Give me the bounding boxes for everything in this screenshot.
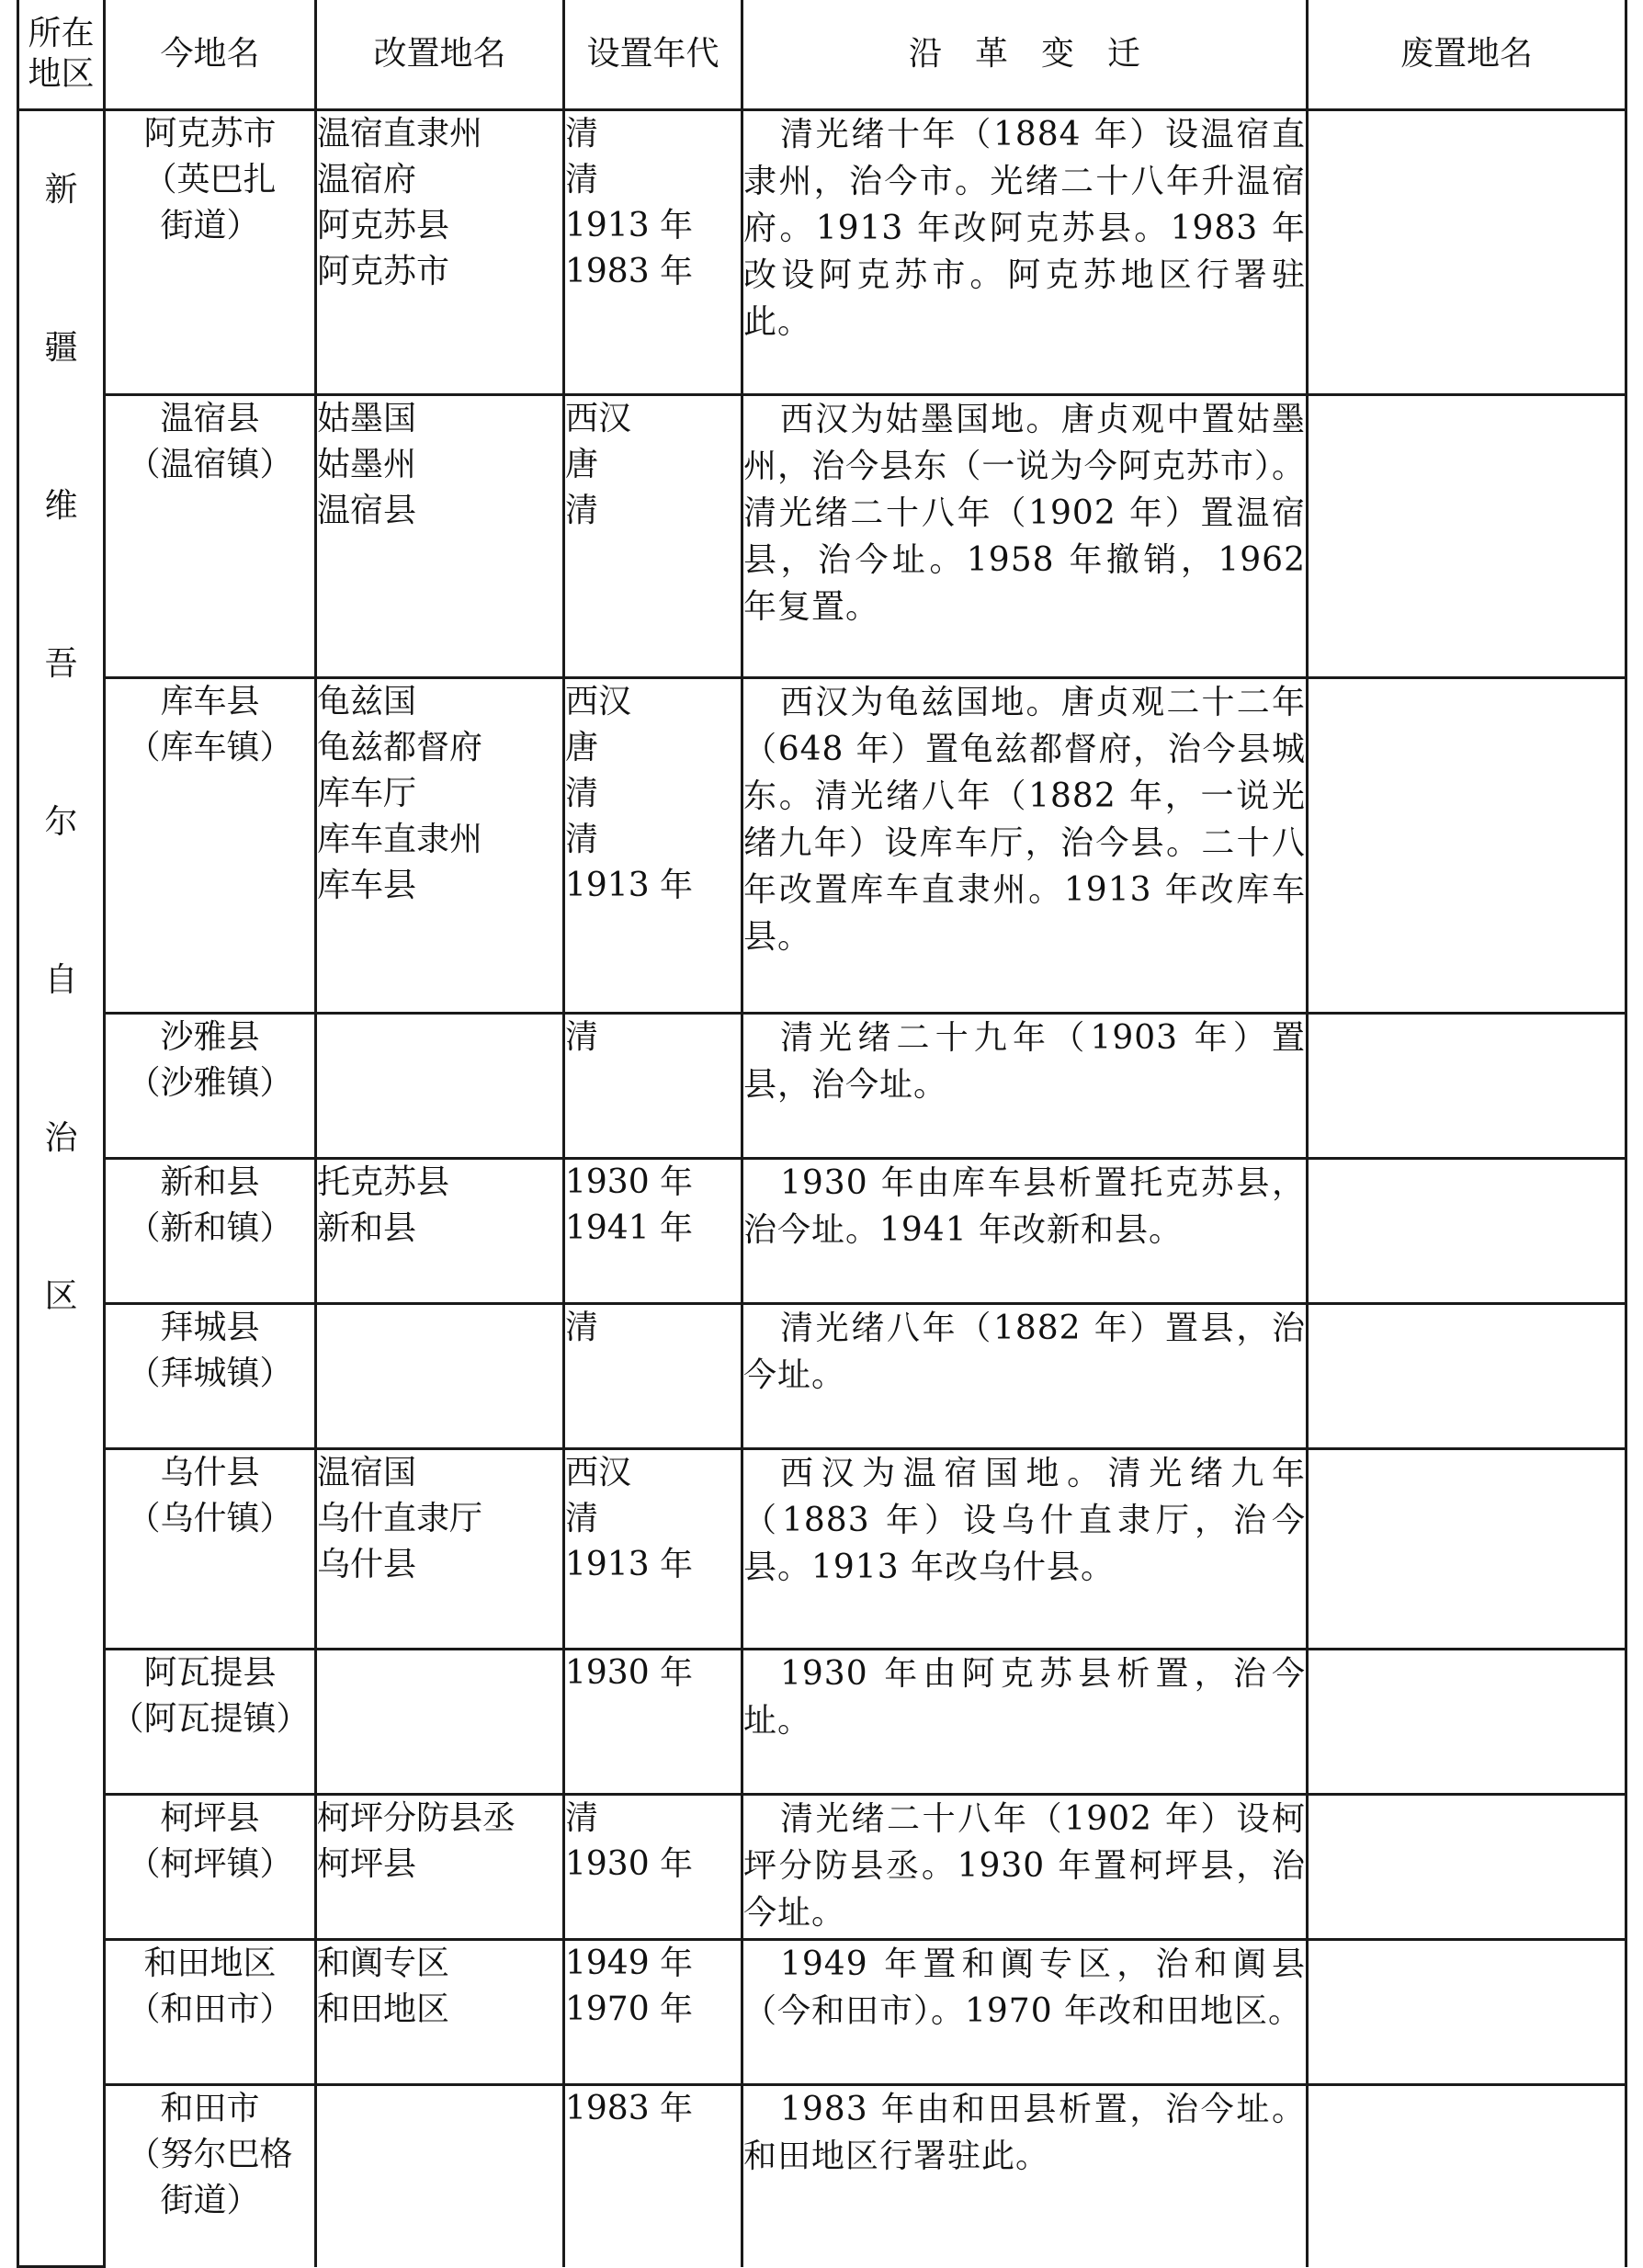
former-name-line: 阿克苏县 xyxy=(317,207,450,244)
years-cell xyxy=(564,678,742,1014)
table-row xyxy=(18,1449,1626,1650)
former-name-line: 姑墨国 xyxy=(317,400,417,437)
year-line: 清 xyxy=(565,115,599,153)
history-cell xyxy=(742,1449,1308,1650)
former-name-line: 乌什直隶厅 xyxy=(317,1500,483,1537)
former-name-line: 温宿直隶州 xyxy=(317,115,483,153)
history-text: 清光绪二十八年（1902 年）设柯坪分防县丞。1930 年置柯坪县，治今址。 xyxy=(743,1800,1306,1932)
current-name-cell xyxy=(105,395,316,678)
current-name-line: （英巴扎 xyxy=(143,161,277,198)
header-row xyxy=(18,0,1626,110)
region-name-char: 新 xyxy=(44,171,78,209)
year-line: 清 xyxy=(565,1018,599,1056)
former-name-line: 龟兹都督府 xyxy=(317,729,483,766)
current-name-line: （温宿镇） xyxy=(127,446,293,483)
table-row xyxy=(18,395,1626,678)
current-name-cell xyxy=(105,110,316,395)
year-line: 1949 年 xyxy=(565,1945,694,1982)
abolished-name-cell xyxy=(1308,678,1626,1014)
table-row xyxy=(18,2085,1626,2267)
year-line: 清 xyxy=(565,821,599,858)
years-cell xyxy=(564,1304,742,1449)
former-names-cell xyxy=(316,2085,564,2267)
table-row xyxy=(18,1304,1626,1449)
table-body xyxy=(18,110,1626,2267)
years-cell xyxy=(564,1650,742,1795)
region-cell xyxy=(18,110,105,2267)
region-name-char: 尔 xyxy=(44,803,78,841)
former-names-cell xyxy=(316,1449,564,1650)
year-line: 西汉 xyxy=(565,1454,632,1491)
year-line: 1941 年 xyxy=(565,1209,694,1247)
header-abolished: 废置地名 xyxy=(1308,0,1626,110)
current-name-line: 阿克苏市 xyxy=(143,115,277,153)
abolished-name-cell xyxy=(1308,395,1626,678)
history-cell xyxy=(742,1650,1308,1795)
current-name-cell xyxy=(105,1650,316,1795)
former-names-cell xyxy=(316,395,564,678)
current-name-line: （努尔巴格 xyxy=(127,2136,293,2173)
current-name-line: 拜城县 xyxy=(160,1309,260,1346)
year-line: 1983 年 xyxy=(565,2090,694,2127)
former-name-line: 姑墨州 xyxy=(317,446,417,483)
history-text: 1930 年由阿克苏县析置，治今址。 xyxy=(743,1655,1306,1740)
former-name-line: 温宿府 xyxy=(317,161,417,198)
history-cell xyxy=(742,1940,1308,2085)
year-line: 1913 年 xyxy=(565,207,694,244)
history-text: 1983 年由和田县析置，治今址。和田地区行署驻此。 xyxy=(743,2091,1306,2175)
current-name-cell xyxy=(105,1449,316,1650)
former-name-line: 库车厅 xyxy=(317,775,417,812)
year-line: 1930 年 xyxy=(565,1163,694,1201)
years-cell xyxy=(564,110,742,395)
current-name-line: 温宿县 xyxy=(160,400,260,437)
table-row xyxy=(18,110,1626,395)
former-names-cell xyxy=(316,678,564,1014)
current-name-line: （库车镇） xyxy=(127,729,293,766)
former-name-line: 龟兹国 xyxy=(317,683,417,720)
year-line: 清 xyxy=(565,1500,599,1537)
table-row xyxy=(18,1650,1626,1795)
current-name-line: 街道） xyxy=(160,2182,260,2219)
abolished-name-cell xyxy=(1308,1650,1626,1795)
history-cell xyxy=(742,2085,1308,2267)
current-name-line: 柯坪县 xyxy=(160,1799,260,1837)
history-text: 清光绪八年（1882 年）置县，治今址。 xyxy=(743,1310,1306,1394)
history-cell xyxy=(742,395,1308,678)
abolished-name-cell xyxy=(1308,1449,1626,1650)
year-line: 1913 年 xyxy=(565,867,694,904)
history-cell xyxy=(742,1014,1308,1159)
current-name-line: （新和镇） xyxy=(127,1209,293,1247)
history-text: 1949 年置和阗专区，治和阗县（今和田市）。1970 年改和田地区。 xyxy=(743,1945,1306,2030)
years-cell xyxy=(564,2085,742,2267)
year-line: 清 xyxy=(565,161,599,198)
history-cell xyxy=(742,1795,1308,1940)
former-names-cell xyxy=(316,1940,564,2085)
header-years: 设置年代 xyxy=(564,0,742,110)
year-line: 唐 xyxy=(565,446,599,483)
abolished-name-cell xyxy=(1308,1795,1626,1940)
former-name-line: 柯坪县 xyxy=(317,1845,417,1883)
current-name-line: （拜城镇） xyxy=(127,1355,293,1392)
current-name-cell xyxy=(105,678,316,1014)
current-name-cell xyxy=(105,1795,316,1940)
region-name-char: 治 xyxy=(44,1119,78,1157)
former-name-line: 乌什县 xyxy=(317,1546,417,1583)
year-line: 清 xyxy=(565,492,599,529)
history-cell xyxy=(742,678,1308,1014)
header-region: 所在 地区 xyxy=(18,0,105,110)
years-cell xyxy=(564,395,742,678)
former-name-line: 托克苏县 xyxy=(317,1163,450,1201)
years-cell xyxy=(564,1795,742,1940)
former-name-line: 库车县 xyxy=(317,867,417,904)
current-name-cell xyxy=(105,1940,316,2085)
year-line: 1913 年 xyxy=(565,1546,694,1583)
history-text: 西汉为姑墨国地。唐贞观中置姑墨州，治今县东（一说为今阿克苏市）。清光绪二十八年（1902 年）置温宿县，治今址。1958 年撤销，1962 年复置。 xyxy=(743,401,1306,626)
current-name-line: 新和县 xyxy=(160,1163,260,1201)
current-name-line: （乌什镇） xyxy=(127,1500,293,1537)
history-text: 清光绪二十九年（1903 年）置县，治今址。 xyxy=(743,1019,1306,1104)
abolished-name-cell xyxy=(1308,1940,1626,2085)
current-name-line: （沙雅镇） xyxy=(127,1064,293,1102)
year-line: 1970 年 xyxy=(565,1990,694,2028)
years-cell xyxy=(564,1940,742,2085)
table-row xyxy=(18,1940,1626,2085)
current-name-line: 和田市 xyxy=(160,2090,260,2127)
abolished-name-cell xyxy=(1308,1304,1626,1449)
former-name-line: 新和县 xyxy=(317,1209,417,1247)
header-history: 沿 革 变 迁 xyxy=(742,0,1308,110)
year-line: 1930 年 xyxy=(565,1654,694,1692)
years-cell xyxy=(564,1159,742,1304)
former-names-cell xyxy=(316,1795,564,1940)
former-names-cell xyxy=(316,1159,564,1304)
years-cell xyxy=(564,1014,742,1159)
table-row xyxy=(18,678,1626,1014)
header-current-name: 今地名 xyxy=(105,0,316,110)
former-names-cell xyxy=(316,110,564,395)
former-names-cell xyxy=(316,1304,564,1449)
former-name-line: 阿克苏市 xyxy=(317,253,450,290)
year-line: 唐 xyxy=(565,729,599,766)
year-line: 西汉 xyxy=(565,683,632,720)
former-name-line: 和田地区 xyxy=(317,1990,450,2028)
former-name-line: 和阗专区 xyxy=(317,1945,450,1982)
history-text: 1930 年由库车县析置托克苏县，治今址。1941 年改新和县。 xyxy=(743,1164,1306,1249)
year-line: 清 xyxy=(565,1799,599,1837)
current-name-line: 乌什县 xyxy=(160,1454,260,1491)
former-names-cell xyxy=(316,1650,564,1795)
current-name-line: 街道） xyxy=(160,207,260,244)
year-line: 1983 年 xyxy=(565,253,694,290)
table-row xyxy=(18,1014,1626,1159)
year-line: 西汉 xyxy=(565,400,632,437)
table-row xyxy=(18,1159,1626,1304)
history-text: 清光绪十年（1884 年）设温宿直隶州，治今市。光绪二十八年升温宿府。1913 年改阿克苏县。1983 年改设阿克苏市。阿克苏地区行署驻此。 xyxy=(743,116,1306,341)
current-name-line: （柯坪镇） xyxy=(127,1845,293,1883)
header-former-names: 改置地名 xyxy=(316,0,564,110)
abolished-name-cell xyxy=(1308,110,1626,395)
region-name-char: 自 xyxy=(44,961,78,999)
admin-history-table xyxy=(17,0,1627,2268)
years-cell xyxy=(564,1449,742,1650)
current-name-cell xyxy=(105,2085,316,2267)
former-names-cell xyxy=(316,1014,564,1159)
former-name-line: 柯坪分防县丞 xyxy=(317,1799,516,1837)
history-text: 西汉为温宿国地。清光绪九年（1883 年）设乌什直隶厅，治今县。1913 年改乌什县。 xyxy=(743,1455,1306,1586)
abolished-name-cell xyxy=(1308,1014,1626,1159)
abolished-name-cell xyxy=(1308,1159,1626,1304)
history-text: 西汉为龟兹国地。唐贞观二十二年（648 年）置龟兹都督府，治今县城东。清光绪八年（1882 年，一说光绪九年）设库车厅，治今县。二十八年改置库车直隶州。1913 年改库车县。 xyxy=(743,684,1306,956)
current-name-line: 阿瓦提县 xyxy=(143,1654,277,1692)
history-cell xyxy=(742,1304,1308,1449)
current-name-line: （阿瓦提镇） xyxy=(110,1700,310,1738)
former-name-line: 库车直隶州 xyxy=(317,821,483,858)
current-name-cell xyxy=(105,1014,316,1159)
current-name-cell xyxy=(105,1304,316,1449)
region-name-char: 区 xyxy=(44,1277,78,1315)
former-name-line: 温宿县 xyxy=(317,492,417,529)
region-name-char: 吾 xyxy=(44,645,78,683)
current-name-cell xyxy=(105,1159,316,1304)
year-line: 清 xyxy=(565,775,599,812)
former-name-line: 温宿国 xyxy=(317,1454,417,1491)
history-cell xyxy=(742,1159,1308,1304)
table-row xyxy=(18,1795,1626,1940)
year-line: 1930 年 xyxy=(565,1845,694,1883)
current-name-line: 沙雅县 xyxy=(160,1018,260,1056)
abolished-name-cell xyxy=(1308,2085,1626,2267)
region-name-char: 疆 xyxy=(44,329,78,367)
current-name-line: 和田地区 xyxy=(143,1945,277,1982)
current-name-line: （和田市） xyxy=(127,1990,293,2028)
year-line: 清 xyxy=(565,1309,599,1346)
current-name-line: 库车县 xyxy=(160,683,260,720)
region-name-char: 维 xyxy=(44,487,78,525)
history-cell xyxy=(742,110,1308,395)
